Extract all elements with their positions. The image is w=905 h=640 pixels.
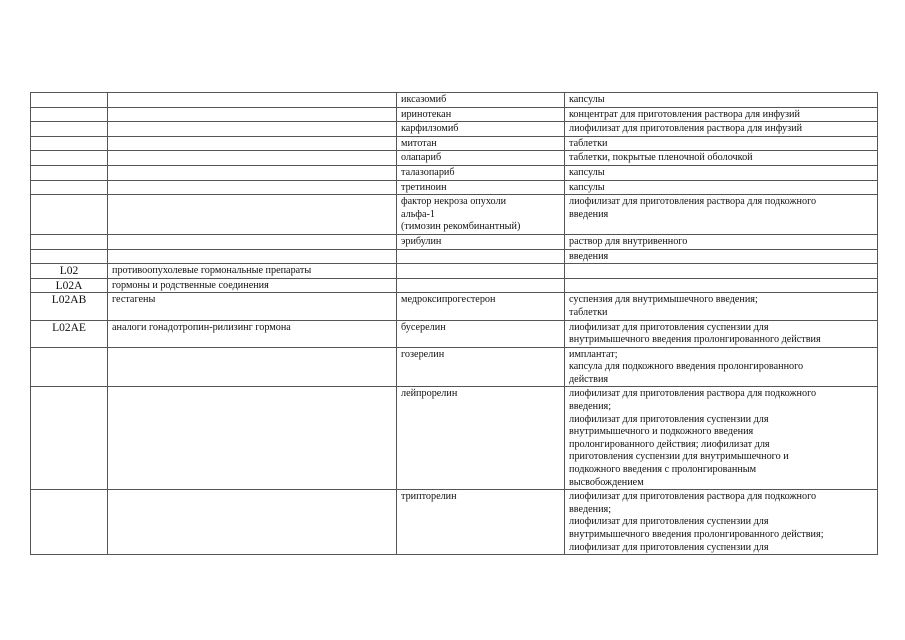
dosage-form-cell bbox=[565, 264, 878, 279]
atc-code-text: L02AE bbox=[52, 321, 86, 334]
dosage-form-text: введения; bbox=[569, 401, 612, 413]
dosage-form-text: внутримышечного введения пролонгированного действия; bbox=[569, 529, 824, 540]
table-row bbox=[31, 151, 878, 166]
dosage-form-text: введения; bbox=[569, 503, 612, 515]
atc-group-cell bbox=[108, 320, 397, 347]
dosage-form-cell bbox=[565, 195, 878, 235]
dosage-form-text: введения bbox=[569, 208, 609, 220]
dosage-form-text: лиофилизат для приготовления суспензии для bbox=[569, 321, 769, 333]
atc-code-cell bbox=[31, 278, 108, 293]
atc-code-cell bbox=[31, 320, 108, 347]
atc-code-cell bbox=[31, 151, 108, 166]
drug-name-cell bbox=[397, 234, 565, 249]
atc-group-cell bbox=[108, 387, 397, 490]
dosage-form-text: лиофилизат для приготовления раствора для подкожного bbox=[569, 196, 817, 208]
drug-name-cell bbox=[397, 180, 565, 195]
atc-group-cell bbox=[108, 264, 397, 279]
dosage-form-text: таблетки bbox=[569, 137, 608, 149]
atc-group-text: аналоги гонадотропин-рилизинг гормона bbox=[112, 321, 291, 333]
dosage-form-text: капсулы bbox=[569, 166, 605, 178]
drug-name-cell bbox=[397, 107, 565, 122]
drug-name-text: альфа-1 bbox=[401, 208, 435, 220]
dosage-form-text: внутримышечного введения пролонгированного действия bbox=[569, 334, 821, 346]
drug-name-cell bbox=[397, 278, 565, 293]
atc-group-cell bbox=[108, 107, 397, 122]
dosage-form-cell bbox=[565, 107, 878, 122]
table-row bbox=[31, 107, 878, 122]
dosage-form-cell bbox=[565, 320, 878, 347]
table-row bbox=[31, 490, 878, 555]
dosage-form-text: лиофилизат для приготовления раствора для подкожного bbox=[569, 388, 817, 400]
atc-code-cell bbox=[31, 107, 108, 122]
dosage-form-text: концентрат для приготовления раствора для инфузий bbox=[569, 108, 800, 120]
table-row bbox=[31, 387, 878, 490]
atc-group-text: противоопухолевые гормональные препараты bbox=[112, 265, 312, 277]
drug-name-text: третиноин bbox=[401, 181, 447, 193]
table-row bbox=[31, 180, 878, 195]
drug-name-text: эрибулин bbox=[401, 235, 442, 247]
dosage-form-cell bbox=[565, 387, 878, 490]
dosage-form-text: капсулы bbox=[569, 94, 605, 105]
drug-name-cell bbox=[397, 320, 565, 347]
atc-group-cell bbox=[108, 347, 397, 387]
dosage-form-text: капсулы bbox=[569, 181, 605, 193]
drug-table bbox=[30, 92, 878, 555]
dosage-form-cell bbox=[565, 347, 878, 387]
drug-name-text: гозерелин bbox=[401, 348, 445, 360]
atc-group-cell bbox=[108, 278, 397, 293]
dosage-form-cell bbox=[565, 490, 878, 555]
atc-group-cell bbox=[108, 234, 397, 249]
table-row bbox=[31, 165, 878, 180]
atc-code-cell bbox=[31, 234, 108, 249]
dosage-form-cell bbox=[565, 151, 878, 166]
dosage-form-cell bbox=[565, 165, 878, 180]
drug-name-text: карфилзомиб bbox=[401, 123, 459, 135]
dosage-form-cell bbox=[565, 180, 878, 195]
atc-code-cell bbox=[31, 136, 108, 151]
drug-name-text: олапариб bbox=[401, 152, 442, 164]
atc-code-cell bbox=[31, 122, 108, 137]
atc-code-cell bbox=[31, 387, 108, 490]
dosage-form-text: лиофилизат для приготовления раствора для инфузий bbox=[569, 123, 803, 135]
table-row bbox=[31, 347, 878, 387]
table-row bbox=[31, 264, 878, 279]
drug-name-cell bbox=[397, 347, 565, 387]
drug-name-cell bbox=[397, 264, 565, 279]
drug-name-text: митотан bbox=[401, 137, 437, 149]
atc-code-cell bbox=[31, 490, 108, 555]
atc-group-cell bbox=[108, 136, 397, 151]
dosage-form-text: таблетки, покрытые пленочной оболочкой bbox=[569, 152, 753, 164]
drug-name-cell bbox=[397, 195, 565, 235]
atc-group-cell bbox=[108, 293, 397, 320]
drug-name-text: талазопариб bbox=[401, 166, 455, 178]
atc-code-cell bbox=[31, 293, 108, 320]
dosage-form-text: лиофилизат для приготовления суспензии для bbox=[569, 541, 769, 553]
drug-name-text: лейпрорелин bbox=[401, 388, 458, 400]
table-row bbox=[31, 136, 878, 151]
dosage-form-text: раствор для внутривенного bbox=[569, 235, 688, 247]
drug-name-cell bbox=[397, 249, 565, 264]
drug-name-text: фактор некроза опухоли bbox=[401, 196, 507, 208]
dosage-form-cell bbox=[565, 293, 878, 320]
atc-group-cell bbox=[108, 122, 397, 137]
atc-code-text: L02 bbox=[59, 265, 79, 278]
table-row bbox=[31, 278, 878, 293]
atc-group-cell bbox=[108, 151, 397, 166]
dosage-form-cell bbox=[565, 136, 878, 151]
dosage-form-text: суспензия для внутримышечного введения; bbox=[569, 294, 758, 306]
drug-name-text: бусерелин bbox=[401, 321, 446, 333]
drug-name-text: иксазомиб bbox=[401, 94, 447, 105]
atc-group-cell bbox=[108, 195, 397, 235]
atc-code-text: L02A bbox=[55, 279, 83, 292]
dosage-form-text: пролонгированного действия; лиофилизат для bbox=[569, 438, 770, 450]
dosage-form-text: внутримышечного и подкожного введения bbox=[569, 426, 754, 438]
atc-group-text: гестагены bbox=[112, 294, 156, 306]
atc-code-cell bbox=[31, 264, 108, 279]
dosage-form-cell bbox=[565, 249, 878, 264]
atc-group-cell bbox=[108, 180, 397, 195]
dosage-form-text: капсула для подкожного введения пролонгированного bbox=[569, 361, 804, 373]
drug-name-cell bbox=[397, 136, 565, 151]
atc-code-cell bbox=[31, 93, 108, 108]
dosage-form-cell bbox=[565, 234, 878, 249]
dosage-form-text: высвобождением bbox=[569, 476, 644, 488]
dosage-form-text: лиофилизат для приготовления суспензии для bbox=[569, 413, 769, 425]
atc-code-cell bbox=[31, 347, 108, 387]
dosage-form-cell bbox=[565, 122, 878, 137]
dosage-form-text: таблетки bbox=[569, 306, 608, 318]
drug-name-text: трипторелин bbox=[401, 491, 457, 503]
dosage-form-text: имплантат; bbox=[569, 348, 618, 360]
atc-code-text: L02AB bbox=[51, 294, 87, 307]
dosage-form-cell bbox=[565, 93, 878, 108]
dosage-form-text: приготовления суспензии для внутримышечного и bbox=[569, 451, 789, 463]
dosage-form-text: лиофилизат для приготовления суспензии для bbox=[569, 516, 769, 528]
atc-group-cell bbox=[108, 490, 397, 555]
dosage-form-text: действия bbox=[569, 373, 609, 385]
drug-name-cell bbox=[397, 490, 565, 555]
table-row bbox=[31, 195, 878, 235]
atc-code-cell bbox=[31, 165, 108, 180]
drug-name-text: медроксипрогестерон bbox=[401, 294, 496, 306]
dosage-form-cell bbox=[565, 278, 878, 293]
atc-code-cell bbox=[31, 180, 108, 195]
table-row bbox=[31, 320, 878, 347]
drug-name-cell bbox=[397, 151, 565, 166]
dosage-form-text: введения bbox=[569, 250, 609, 262]
drug-table-body bbox=[31, 93, 878, 555]
drug-name-cell bbox=[397, 293, 565, 320]
table-row bbox=[31, 234, 878, 249]
drug-name-cell bbox=[397, 165, 565, 180]
atc-group-text: гормоны и родственные соединения bbox=[112, 279, 269, 291]
table-row bbox=[31, 249, 878, 264]
drug-name-cell bbox=[397, 122, 565, 137]
dosage-form-text: лиофилизат для приготовления раствора для подкожного bbox=[569, 491, 817, 503]
drug-name-text: (тимозин рекомбинантный) bbox=[401, 221, 521, 233]
drug-name-text: иринотекан bbox=[401, 108, 452, 120]
table-row bbox=[31, 293, 878, 320]
atc-group-cell bbox=[108, 249, 397, 264]
table-row bbox=[31, 122, 878, 137]
drug-name-cell bbox=[397, 387, 565, 490]
atc-group-cell bbox=[108, 165, 397, 180]
drug-name-cell bbox=[397, 93, 565, 108]
atc-code-cell bbox=[31, 195, 108, 235]
dosage-form-text: подкожного введения с пролонгированным bbox=[569, 464, 757, 476]
table-row bbox=[31, 93, 878, 108]
atc-code-cell bbox=[31, 249, 108, 264]
atc-group-cell bbox=[108, 93, 397, 108]
